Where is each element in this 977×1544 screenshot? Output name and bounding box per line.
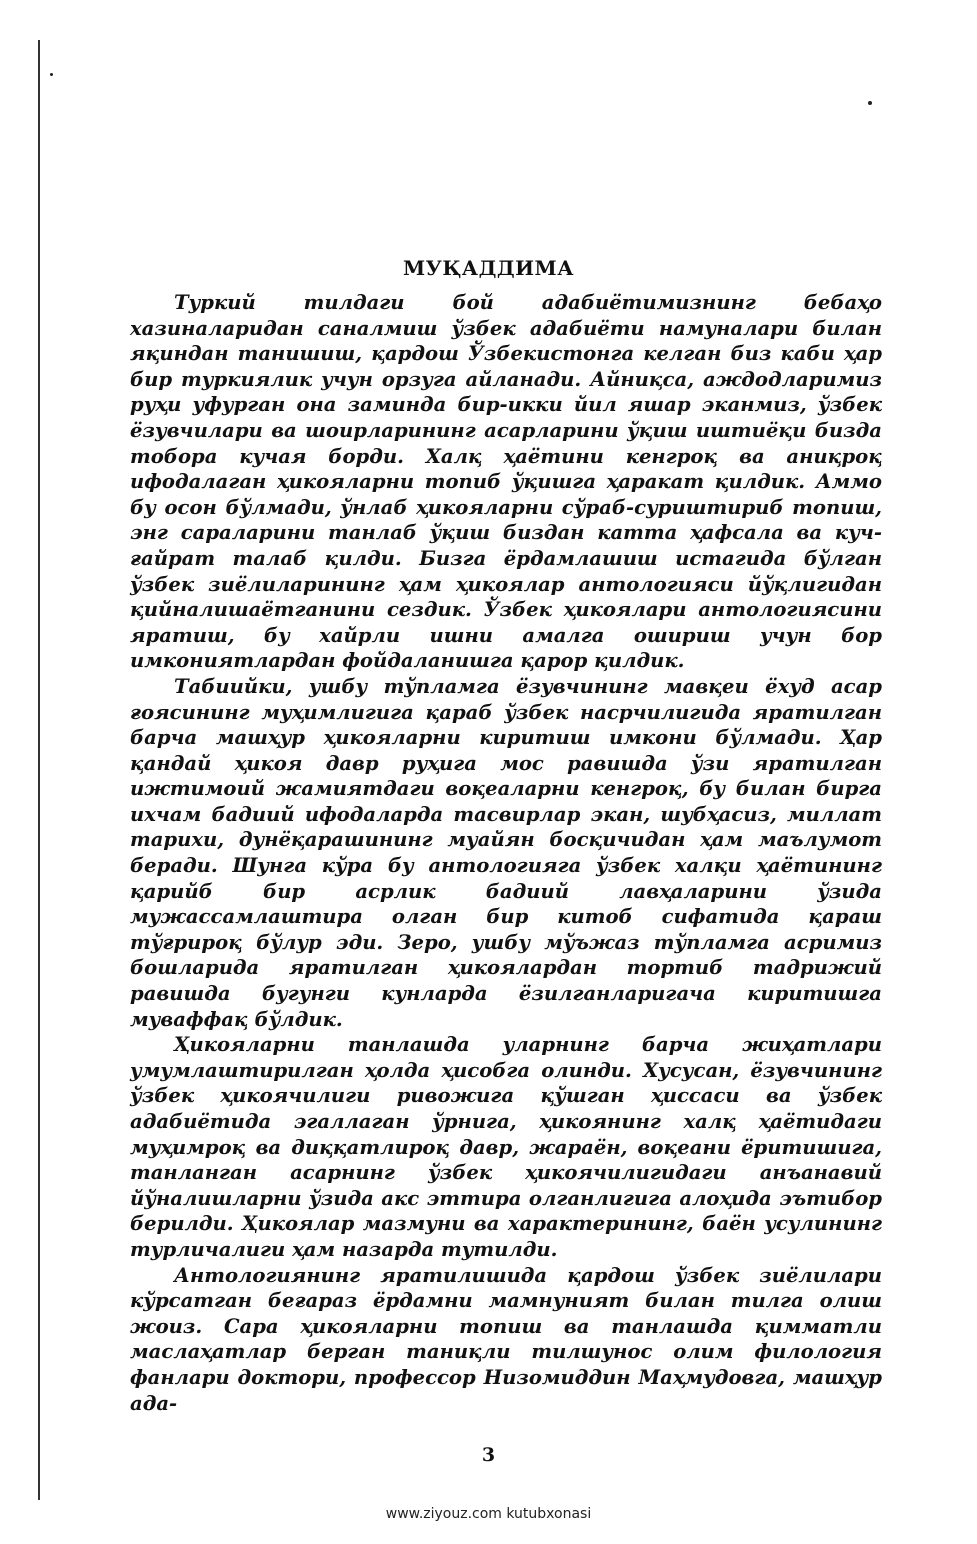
paragraph: Туркий тилдаги бой адабиётимизнинг бебаҳо хазиналаридан саналмиш ўзбек адабиёти намуналари билан яқиндан танишиш, қардош Ўзбекистонга келган биз каби ҳар бир туркиялик учун орзуга айланади. Айниқса, аждодларимиз руҳи уфурган она заминда бир-икки йил яшар эканмиз, ўзбек ёзувчилари ва шоирларининг асарларини ўқиш иштиёқи бизда тобора кучая борди. Халқ ҳаётини кенгроқ ва аниқроқ ифодалаган ҳикояларни топиб ўқишга ҳаракат қилдик. Аммо бу осон бўлмади, ўнлаб ҳикояларни сўраб-суриштириб топиш, энг сараларини танлаб ўқиш биздан катта ҳафсала ва куч-ғайрат талаб қилди. Бизга ёрдамлашиш истагида бўлган ўзбек зиёлиларининг ҳам ҳикоялар антологияси йўқлигидан қийналишаётганини сездик. Ўзбек ҳикоялари антологиясини яратиш, бу хайрли ишни амалга ошириш учун бор имкониятлардан фойдаланишга қарор қилдик. xyxy=(130,291,882,673)
page-number: 3 xyxy=(481,1444,496,1466)
scan-speck xyxy=(868,101,872,105)
body-text xyxy=(130,290,882,1416)
page-title: МУҚАДДИМА xyxy=(403,256,574,281)
paragraph: Ҳикояларни танлашда уларнинг барча жиҳатлари умумлаштирилган ҳолда ҳисобга олинди. Хусусан, ёзувчининг ўзбек ҳикоячилиги ривожига қўшган ҳиссаси ва ўзбек адабиётида эгаллаган ўрнига, ҳикоянинг халқ ҳаётидаги муҳимроқ ва диққатлироқ давр, жараён, воқеани ёритишига, танланган асарнинг ўзбек ҳикоячилигидаги анъанавий йўналишларни ўзида акс эттира олганлигига алоҳида эътибор берилди. Ҳикоялар мазмуни ва характерининг, баён усулининг турличалиги ҳам назарда тутилди. xyxy=(130,1033,882,1261)
scan-speck xyxy=(50,73,53,76)
paragraph: Антологиянинг яратилишида қардош ўзбек зиёлилари кўрсатган беғараз ёрдамни мамнуният билан тилга олиш жоиз. Сара ҳикояларни топиш ва танлашда қимматли маслаҳатлар берган таниқли тилшунос олим филология фанлари доктори, профессор Низомиддин Маҳмудовга, машҳур ада- xyxy=(130,1263,882,1415)
paragraph: Табиийки, ушбу тўпламга ёзувчининг мавқеи ёхуд асар ғоясининг муҳимлигига қараб ўзбек насрчилигида яратилган барча машҳур ҳикояларни киритиш имкони бўлмади. Ҳар қандай ҳикоя давр руҳига мос равишда ўзи яратилган ижтимоий жамиятдаги воқеаларни кенгроқ, бу билан бирга ихчам бадиий ифодаларда тасвирлар экан, шубҳасиз, миллат тарихи, дунёқарашининг муайян босқичидан ҳам маълумот беради. Шунга кўра бу антологияга ўзбек халқи ҳаётининг қарийб бир асрлик бадиий лавҳаларини ўзида мужассамлаштира олган бир китоб сифатида қараш тўғрироқ бўлур эди. Зеро, ушбу мўъжаз тўпламга асримиз бошларида яратилган ҳикоялардан тортиб тадрижий равишда бугунги кунларда ёзилганларигача киритишга муваффақ бўлдик. xyxy=(130,674,882,1031)
footer-source: www.ziyouz.com kutubxonasi xyxy=(385,1506,592,1522)
